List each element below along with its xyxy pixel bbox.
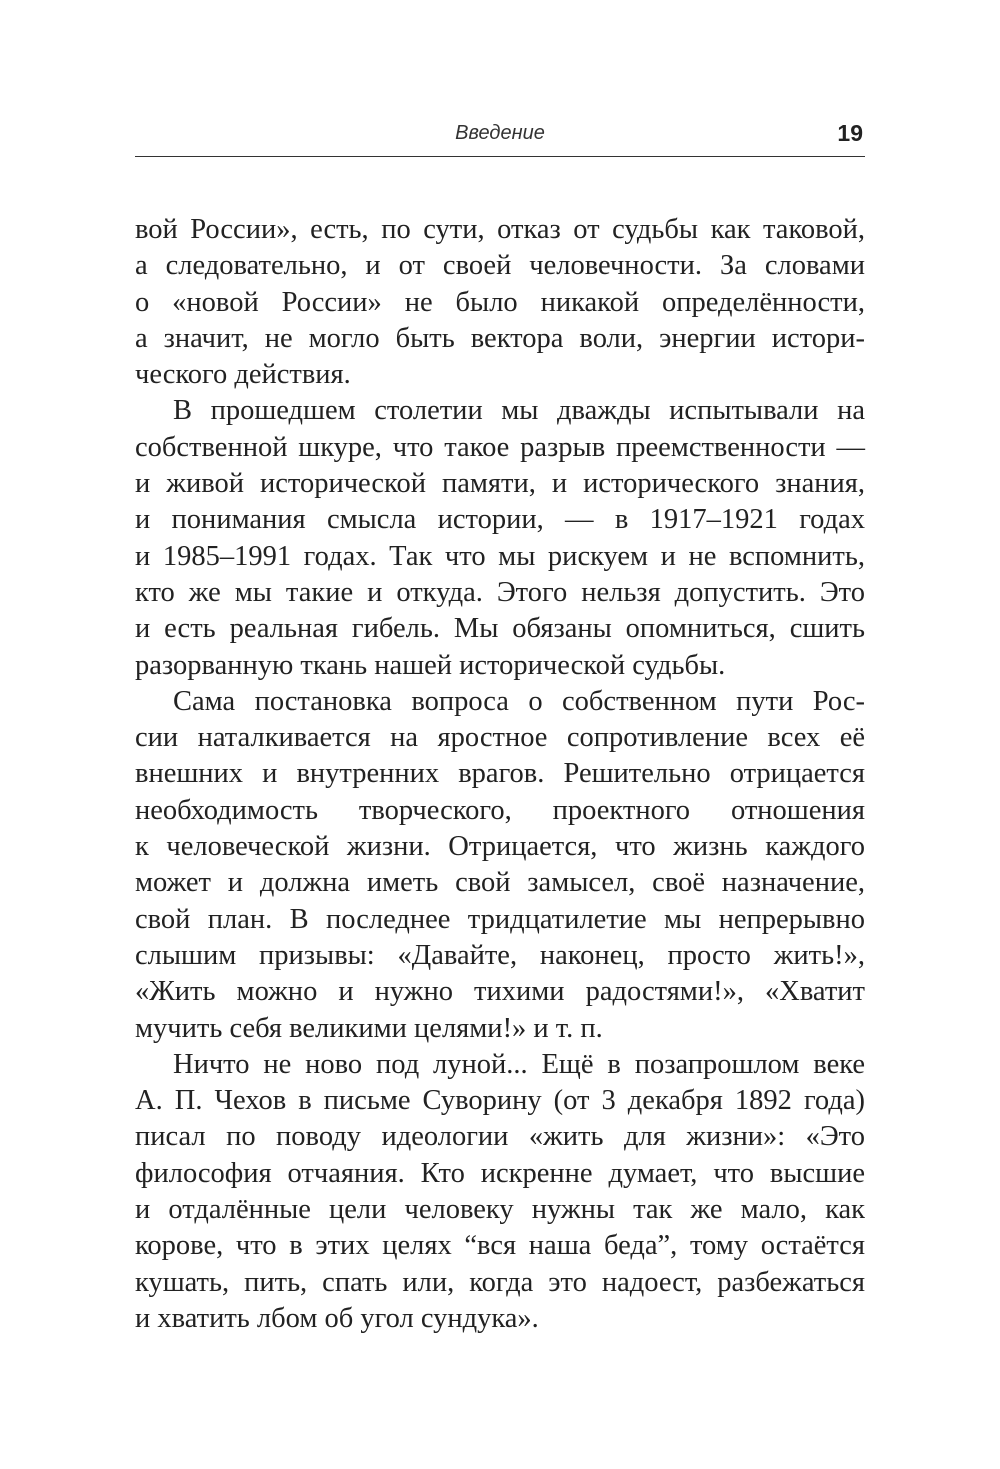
text-line: а значит, не могло быть вектора воли, энергии истори- xyxy=(135,322,865,354)
text-line: может и должна иметь свой замысел, своё назначение, xyxy=(135,867,865,899)
text-line: и отдалённые цели человеку нужны так же мало, как xyxy=(135,1194,865,1226)
text-line: кто же мы такие и откуда. Этого нельзя допустить. Это xyxy=(135,576,865,608)
text-line: свой план. В последнее тридцатилетие мы непрерывно xyxy=(135,903,865,935)
page-header xyxy=(135,118,865,157)
text-line: необходимость творческого, проектного отношения xyxy=(135,794,865,826)
text-line: и живой исторической памяти, и исторического знания, xyxy=(135,468,865,500)
text-line: А. П. Чехов в письме Суворину (от 3 декабря 1892 года) xyxy=(135,1085,865,1117)
text-line: и хватить лбом об угол сундука». xyxy=(135,1302,539,1334)
page-number: 19 xyxy=(837,120,863,146)
text-line: кушать, пить, спать или, когда это надоест, разбежаться xyxy=(135,1266,865,1298)
text-line: мучить себя великими целями!» и т. п. xyxy=(135,1012,603,1044)
text-line: собственной шкуре, что такое разрыв преемственности — xyxy=(135,431,865,463)
text-line: и понимания смысла истории, — в 1917–1921 годах xyxy=(135,504,865,536)
text-line: о «новой России» не было никакой определённости, xyxy=(135,286,865,318)
text-line: корове, что в этих целях “вся наша беда”, тому остаётся xyxy=(135,1230,865,1262)
text-line: а следовательно, и от своей человечности. За словами xyxy=(135,250,865,282)
text-line: и 1985–1991 годах. Так что мы рискуем и не вспомнить, xyxy=(135,540,865,572)
text-line: писал по поводу идеологии «жить для жизни»: «Это xyxy=(135,1121,865,1153)
text-line: разорванную ткань нашей исторической судьбы. xyxy=(135,649,726,681)
text-line: «Жить можно и нужно тихими радостями!», «Хватит xyxy=(135,976,865,1008)
text-line: внешних и внутренних врагов. Решительно отрицается xyxy=(135,758,865,790)
text-line: философия отчаяния. Кто искренне думает, что высшие xyxy=(135,1157,865,1189)
text-line: к человеческой жизни. Отрицается, что жизнь каждого xyxy=(135,831,865,863)
text-line: вой России», есть, по сути, отказ от судьбы как таковой, xyxy=(135,214,865,245)
text-line: ческого действия. xyxy=(135,359,351,391)
running-title: Введение xyxy=(455,122,545,144)
text-line: слышим призывы: «Давайте, наконец, просто жить!», xyxy=(135,939,865,971)
body-text xyxy=(135,212,865,1337)
text-line: Сама постановка вопроса о собственном пути Рос- xyxy=(173,685,865,717)
text-line: В прошедшем столетии мы дважды испытывали на xyxy=(173,395,865,427)
text-line: сии наталкивается на яростное сопротивление всех её xyxy=(135,722,865,754)
text-line: Ничто не ново под луной... Ещё в позапрошлом веке xyxy=(173,1048,865,1080)
text-line: и есть реальная гибель. Мы обязаны опомниться, сшить xyxy=(135,613,865,645)
